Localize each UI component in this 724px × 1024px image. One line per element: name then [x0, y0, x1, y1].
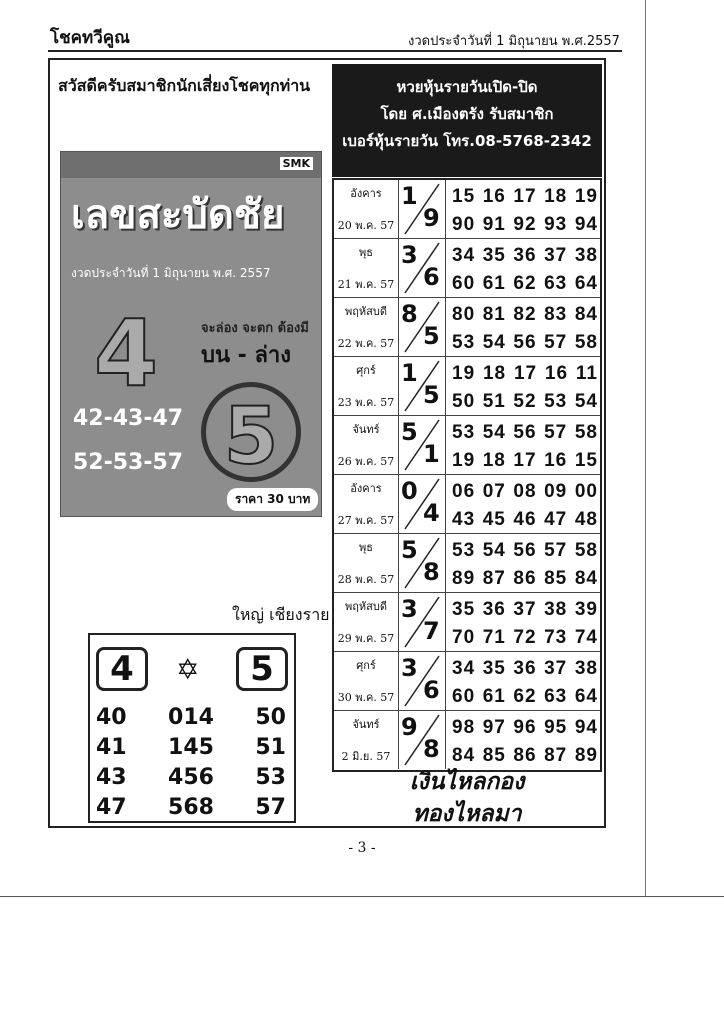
- row-numbers-bottom: [452, 214, 598, 236]
- hex-right-digit: 5: [236, 647, 288, 691]
- number-cell: 63: [544, 686, 568, 707]
- number-cell: 94: [574, 214, 598, 235]
- cover-topbar: [61, 152, 321, 178]
- row-date: 23 พ.ค. 57: [337, 396, 395, 409]
- number-cell: 19: [452, 363, 476, 384]
- number-cell: 16: [544, 363, 569, 384]
- number-cell: 90: [452, 214, 476, 235]
- number-cell: 34: [452, 658, 476, 679]
- row-digit-pair: [398, 239, 446, 297]
- row-day: ศุกร์: [356, 659, 376, 672]
- number-cell: 45: [482, 509, 506, 530]
- number-cell: 15: [452, 186, 476, 207]
- row-numbers-top: [452, 186, 598, 208]
- results-table: [332, 178, 602, 772]
- number-cell: 61: [482, 273, 506, 294]
- contact-banner: [332, 64, 602, 177]
- row-digit-top: 1: [401, 182, 418, 210]
- row-digit-pair: [398, 298, 446, 356]
- row-numbers-bottom: [452, 509, 598, 531]
- cover-numbers-1: 42-43-47: [73, 406, 184, 431]
- table-row: [334, 298, 600, 357]
- box-row: [96, 765, 286, 790]
- number-cell: 43: [452, 509, 476, 530]
- magazine-title: โชคทวีคูณ: [50, 28, 130, 48]
- row-digit-top: 3: [401, 654, 418, 682]
- number-cell: 37: [544, 658, 568, 679]
- row-day: ศุกร์: [356, 364, 376, 377]
- row-day: อังคาร: [350, 482, 382, 495]
- row-digit-pair: [398, 534, 446, 592]
- row-digit-pair: [398, 180, 446, 238]
- row-digit-pair: [398, 475, 446, 533]
- number-cell: 53: [452, 422, 476, 443]
- number-cell: 53: [452, 540, 476, 561]
- number-cell: 87: [544, 745, 568, 766]
- number-cell: 11: [575, 363, 598, 384]
- row-digit-bottom: 6: [423, 263, 440, 291]
- row-numbers-top: [452, 304, 598, 326]
- box-cell: 456: [168, 765, 214, 790]
- number-cell: 57: [544, 332, 568, 353]
- number-cell: 60: [452, 686, 476, 707]
- banner-line-3: เบอร์หุ้นรายวัน โทร.08-5768-2342: [342, 132, 592, 150]
- number-cell: 48: [574, 509, 598, 530]
- row-numbers-bottom: [452, 273, 598, 295]
- number-cell: 57: [544, 540, 568, 561]
- cover-price: ราคา 30 บาท: [227, 488, 318, 511]
- number-cell: 58: [574, 540, 598, 561]
- number-cell: 09: [544, 481, 568, 502]
- number-cell: 81: [482, 304, 506, 325]
- table-row: [334, 652, 600, 711]
- row-day: พุธ: [359, 246, 373, 259]
- number-cell: 15: [574, 450, 598, 471]
- number-cell: 72: [513, 627, 537, 648]
- number-cell: 71: [482, 627, 506, 648]
- table-row: [334, 357, 600, 416]
- number-cell: 54: [482, 422, 506, 443]
- row-digit-top: 3: [401, 241, 418, 269]
- row-date: 28 พ.ค. 57: [337, 573, 395, 586]
- number-cell: 06: [452, 481, 476, 502]
- number-cell: 91: [482, 214, 506, 235]
- number-cell: 70: [452, 627, 476, 648]
- footer-line-1: เงินไหลกอง: [409, 769, 525, 795]
- number-cell: 39: [574, 599, 598, 620]
- cover-numbers-2: 52-53-57: [73, 450, 184, 475]
- number-cell: 89: [452, 568, 476, 589]
- row-numbers-bottom: [452, 450, 598, 472]
- row-date: 21 พ.ค. 57: [337, 278, 395, 291]
- row-numbers-top: [452, 245, 598, 267]
- number-cell: 19: [452, 450, 476, 471]
- row-digit-pair: [398, 357, 446, 415]
- box-cell: 145: [168, 735, 214, 760]
- number-cell: 16: [482, 186, 506, 207]
- row-day: พฤหัสบดี: [344, 305, 387, 318]
- number-cell: 87: [482, 568, 506, 589]
- row-date: 30 พ.ค. 57: [337, 691, 395, 704]
- row-digit-bottom: 9: [423, 204, 440, 232]
- cover-title: เลขสะบัดชัย: [71, 191, 285, 238]
- number-cell: 36: [482, 599, 506, 620]
- row-date: 2 มิ.ย. 57: [341, 750, 391, 763]
- hex-left-digit: 4: [96, 647, 148, 691]
- box-cell: 47: [96, 795, 127, 820]
- number-cell: 96: [513, 717, 537, 738]
- footer-line-2: ทองไหลมา: [412, 801, 522, 827]
- number-cell: 54: [482, 540, 506, 561]
- number-cell: 53: [544, 391, 568, 412]
- number-cell: 37: [544, 245, 568, 266]
- row-digit-bottom: 1: [423, 440, 440, 468]
- row-digit-top: 5: [401, 536, 418, 564]
- row-digit-bottom: 5: [423, 322, 440, 350]
- row-digit-pair: [398, 416, 446, 474]
- row-numbers-top: [452, 599, 598, 621]
- row-digit-pair: [398, 711, 446, 769]
- row-numbers-bottom: [452, 568, 598, 590]
- number-cell: 18: [482, 450, 506, 471]
- number-cell: 61: [482, 686, 506, 707]
- number-cell: 17: [513, 363, 538, 384]
- table-row: [334, 711, 600, 769]
- row-digit-top: 1: [401, 359, 418, 387]
- number-cell: 56: [513, 422, 537, 443]
- cover-big-top-digit: 4: [93, 300, 158, 407]
- number-cell: 53: [452, 332, 476, 353]
- number-cell: 57: [544, 422, 568, 443]
- number-cell: 74: [574, 627, 598, 648]
- number-cell: 46: [513, 509, 537, 530]
- row-digit-top: 0: [401, 477, 418, 505]
- number-cell: 92: [513, 214, 537, 235]
- row-day: อังคาร: [350, 187, 382, 200]
- table-row: [334, 180, 600, 239]
- number-cell: 84: [574, 304, 598, 325]
- number-cell: 63: [544, 273, 568, 294]
- box-cell: 51: [255, 735, 286, 760]
- number-cell: 38: [544, 599, 568, 620]
- table-row: [334, 534, 600, 593]
- number-cell: 94: [574, 717, 598, 738]
- number-cell: 97: [482, 717, 506, 738]
- page-number: - 3 -: [348, 840, 376, 856]
- box-row: [96, 735, 286, 760]
- box-cell: 43: [96, 765, 127, 790]
- number-cell: 56: [513, 540, 537, 561]
- number-cell: 50: [452, 391, 476, 412]
- row-numbers-top: [452, 481, 598, 503]
- row-numbers-top: [452, 422, 598, 444]
- box-row: [96, 795, 286, 820]
- cover-subtitle: จะล่อง จะตก ต้องมี: [201, 321, 309, 336]
- star-icon: ✡: [176, 653, 200, 686]
- banner-line-1: หวยหุ้นรายวันเปิด-ปิด: [396, 78, 538, 96]
- row-numbers-top: [452, 363, 598, 385]
- number-cell: 08: [513, 481, 537, 502]
- cover-date: งวดประจำวันที่ 1 มิถุนายน พ.ศ. 2557: [71, 266, 271, 280]
- number-cell: 38: [574, 658, 598, 679]
- number-cell: 58: [574, 332, 598, 353]
- banner-line-2: โดย ศ.เมืองตรัง รับสมาชิก: [380, 105, 554, 123]
- number-cell: 19: [574, 186, 598, 207]
- row-numbers-bottom: [452, 686, 598, 708]
- number-cell: 54: [482, 332, 506, 353]
- number-cell: 84: [452, 745, 476, 766]
- box-cell: 50: [255, 705, 286, 730]
- row-numbers-bottom: [452, 627, 598, 649]
- number-box: [88, 633, 296, 823]
- table-row: [334, 475, 600, 534]
- number-cell: 52: [513, 391, 537, 412]
- table-row: [334, 416, 600, 475]
- box-cell: 41: [96, 735, 127, 760]
- box-cell: 53: [255, 765, 286, 790]
- page-fold-line: [0, 896, 724, 897]
- number-cell: 82: [513, 304, 537, 325]
- row-digit-bottom: 8: [423, 558, 440, 586]
- number-cell: 35: [482, 658, 506, 679]
- table-row: [334, 593, 600, 652]
- row-numbers-top: [452, 717, 598, 739]
- number-cell: 16: [544, 450, 568, 471]
- page-edge: [645, 0, 646, 896]
- row-digit-bottom: 6: [423, 676, 440, 704]
- row-digit-bottom: 7: [423, 617, 440, 645]
- number-cell: 84: [574, 568, 598, 589]
- box-cell: 014: [168, 705, 214, 730]
- number-cell: 07: [482, 481, 506, 502]
- greeting: สวัสดีครับสมาชิกนักเสี่ยงโชคทุกท่าน: [58, 76, 311, 95]
- row-day: จันทร์: [352, 423, 380, 436]
- cover-brand: SMK: [280, 157, 313, 170]
- number-cell: 35: [452, 599, 476, 620]
- header-divider: [48, 50, 622, 52]
- place-label: ใหญ่ เชียงราย: [232, 605, 330, 624]
- box-cell: 57: [255, 795, 286, 820]
- row-digit-bottom: 4: [423, 499, 440, 527]
- row-numbers-bottom: [452, 391, 598, 413]
- row-date: 20 พ.ค. 57: [337, 219, 395, 232]
- row-day: จันทร์: [352, 718, 380, 731]
- number-cell: 98: [452, 717, 476, 738]
- box-row: [96, 705, 286, 730]
- row-date: 29 พ.ค. 57: [337, 632, 395, 645]
- number-cell: 85: [544, 568, 568, 589]
- row-digit-top: 3: [401, 595, 418, 623]
- row-numbers-bottom: [452, 332, 598, 354]
- row-digit-pair: [398, 593, 446, 651]
- number-cell: 89: [574, 745, 598, 766]
- number-cell: 93: [544, 214, 568, 235]
- number-cell: 36: [513, 658, 537, 679]
- number-cell: 95: [544, 717, 568, 738]
- number-cell: 80: [452, 304, 476, 325]
- issue-date: งวดประจำวันที่ 1 มิถุนายน พ.ศ.2557: [408, 34, 620, 49]
- number-cell: 56: [513, 332, 537, 353]
- number-cell: 83: [544, 304, 568, 325]
- number-cell: 60: [452, 273, 476, 294]
- number-cell: 18: [482, 363, 507, 384]
- number-cell: 47: [544, 509, 568, 530]
- row-day: พุธ: [359, 541, 373, 554]
- number-cell: 73: [544, 627, 568, 648]
- number-cell: 35: [482, 245, 506, 266]
- row-numbers-top: [452, 540, 598, 562]
- row-date: 26 พ.ค. 57: [337, 455, 395, 468]
- row-digit-pair: [398, 652, 446, 710]
- table-row: [334, 239, 600, 298]
- row-digit-bottom: 5: [423, 381, 440, 409]
- row-date: 22 พ.ค. 57: [337, 337, 395, 350]
- number-cell: 64: [574, 686, 598, 707]
- box-cell: 568: [168, 795, 214, 820]
- row-digit-top: 9: [401, 713, 418, 741]
- number-cell: 17: [513, 186, 537, 207]
- number-cell: 51: [482, 391, 506, 412]
- number-cell: 64: [574, 273, 598, 294]
- cover-subtitle-2: บน - ล่าง: [201, 343, 292, 368]
- row-day: พฤหัสบดี: [344, 600, 387, 613]
- number-cell: 58: [574, 422, 598, 443]
- number-cell: 17: [513, 450, 537, 471]
- cover-big-bottom-digit: 5: [201, 382, 301, 482]
- row-digit-top: 5: [401, 418, 418, 446]
- row-digit-top: 8: [401, 300, 418, 328]
- number-cell: 86: [513, 745, 537, 766]
- row-digit-bottom: 8: [423, 735, 440, 763]
- number-cell: 38: [574, 245, 598, 266]
- number-cell: 62: [513, 686, 537, 707]
- number-cell: 00: [574, 481, 598, 502]
- number-cell: 85: [482, 745, 506, 766]
- row-date: 27 พ.ค. 57: [337, 514, 395, 527]
- number-cell: 36: [513, 245, 537, 266]
- number-cell: 37: [513, 599, 537, 620]
- number-cell: 54: [574, 391, 598, 412]
- number-cell: 86: [513, 568, 537, 589]
- number-cell: 62: [513, 273, 537, 294]
- number-cell: 18: [544, 186, 568, 207]
- box-cell: 40: [96, 705, 127, 730]
- row-numbers-top: [452, 658, 598, 680]
- number-cell: 34: [452, 245, 476, 266]
- book-cover: [60, 151, 322, 517]
